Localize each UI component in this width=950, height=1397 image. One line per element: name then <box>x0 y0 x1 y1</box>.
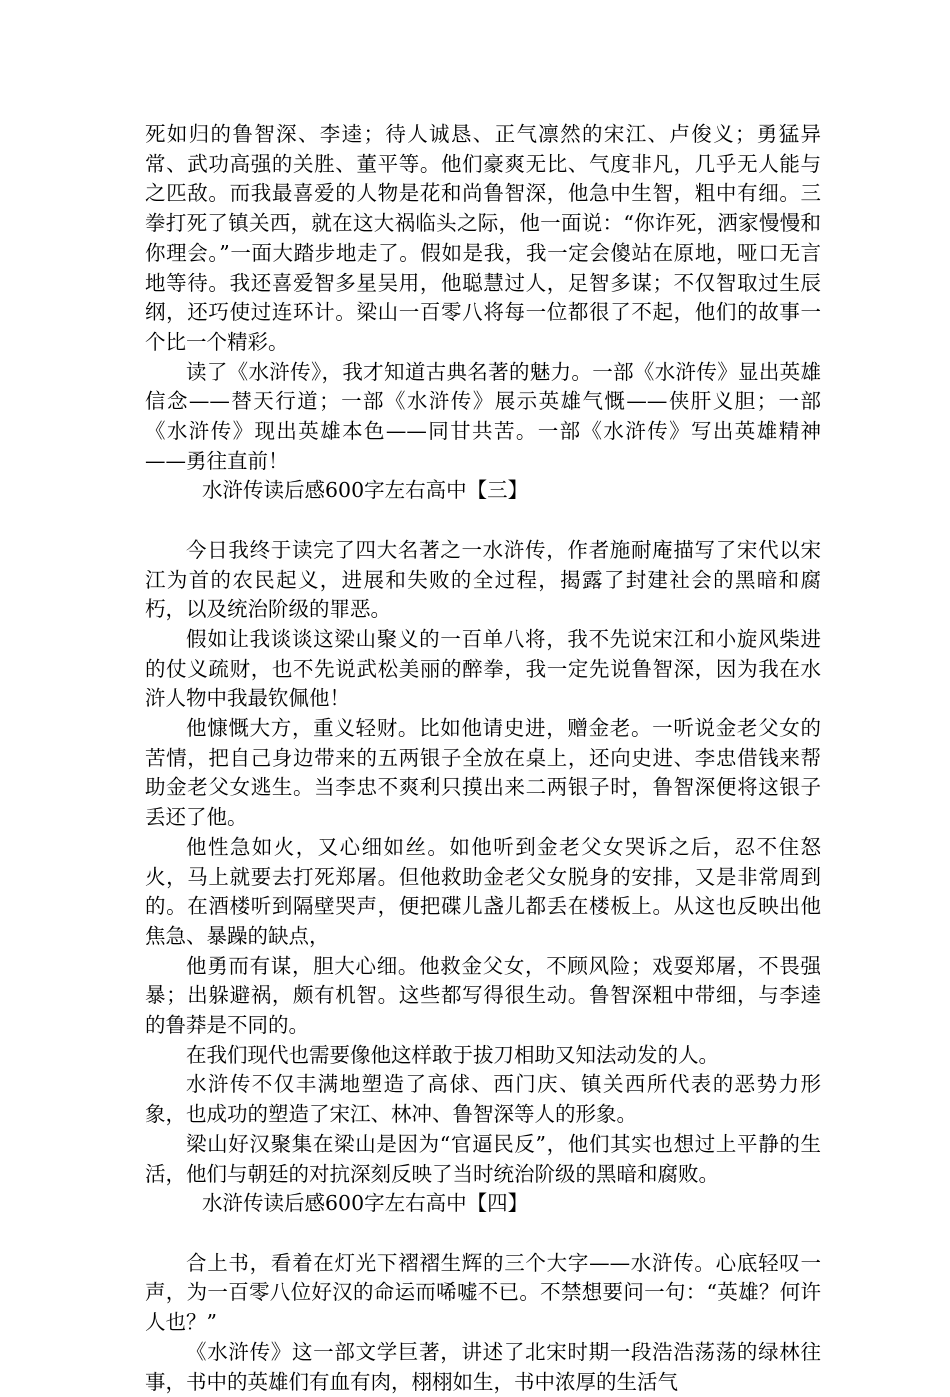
paragraph: 水浒传不仅丰满地塑造了高俅、西门庆、镇关西所代表的恶势力形象，也成功的塑造了宋江、林冲、鲁智深等人的形象。 <box>145 1072 821 1127</box>
paragraph: 今日我终于读完了四大名著之一水浒传，作者施耐庵描写了宋代以宋江为首的农民起义，进展和失败的全过程，揭露了封建社会的黑暗和腐朽，以及统治阶级的罪恶。 <box>145 537 821 622</box>
section-heading: 水浒传读后感600字左右高中【四】 <box>202 1191 529 1216</box>
section-heading: 水浒传读后感600字左右高中【三】 <box>202 478 529 503</box>
paragraph: 他慷慨大方，重义轻财。比如他请史进，赠金老。一听说金老父女的苦情，把自己身边带来的五两银子全放在桌上，还向史进、李忠借钱来帮助金老父女逃生。当李忠不爽利只摸出来二两银子时，鲁智深便将这银子丢还了他。 <box>145 716 821 830</box>
blank-line <box>145 1219 821 1249</box>
paragraph: 死如归的鲁智深、李逵；待人诚恳、正气凛然的宋江、卢俊义；勇猛异常、武功高强的关胜、董平等。他们豪爽无比、气度非凡，几乎无人能与之匹敌。而我最喜爱的人物是花和尚鲁智深，他急中生智，粗中有细。三拳打死了镇关西，就在这大祸临头之际，他一面说：“你诈死，洒家慢慢和你理会。”一面大踏步地走了。假如是我，我一定会傻站在原地，哑口无言地等待。我还喜爱智多星吴用，他聪慧过人，足智多谋；不仅智取过生辰纲，还巧使过连环计。梁山一百零八将每一位都很了不起，他们的故事一个比一个精彩。 <box>145 122 821 354</box>
paragraph: 他性急如火，又心细如丝。如他听到金老父女哭诉之后，忍不住怒火，马上就要去打死郑屠。但他救助金老父女脱身的安排，又是非常周到的。在酒楼听到隔壁哭声，便把碟儿盏儿都丢在楼板上。从这也反映出他焦急、暴躁的缺点， <box>145 834 821 948</box>
paragraph: 读了《水浒传》，我才知道古典名著的魅力。一部《水浒传》显出英雄信念——替天行道；一部《水浒传》展示英雄气慨——侠肝义胆；一部《水浒传》现出英雄本色——同甘共苦。一部《水浒传》写出英雄精神——勇往直前！ <box>145 359 821 473</box>
paragraph: 合上书，看着在灯光下褶褶生辉的三个大字——水浒传。心底轻叹一声，为一百零八位好汉的命运而唏嘘不已。不禁想要问一句：“英雄？何许人也？” <box>145 1250 821 1335</box>
paragraph: 在我们现代也需要像他这样敢于拔刀相助又知法动发的人。 <box>186 1042 719 1067</box>
paragraph: 假如让我谈谈这梁山聚义的一百单八将，我不先说宋江和小旋风柴进的仗义疏财，也不先说武松美丽的醉拳，我一定先说鲁智深，因为我在水浒人物中我最钦佩他！ <box>145 626 821 711</box>
paragraph: 梁山好汉聚集在梁山是因为“官逼民反”，他们其实也想过上平静的生活，他们与朝廷的对抗深刻反映了当时统治阶级的黑暗和腐败。 <box>145 1131 821 1186</box>
document-page <box>145 120 821 1397</box>
paragraph: 《水浒传》这一部文学巨著，讲述了北宋时期一段浩浩荡荡的绿林往事，书中的英雄们有血有肉，栩栩如生，书中浓厚的生活气 <box>145 1339 821 1394</box>
blank-line <box>145 506 821 536</box>
paragraph: 他勇而有谋，胆大心细。他救金父女，不顾风险；戏耍郑屠，不畏强暴；出躲避祸，颇有机智。这些都写得很生动。鲁智深粗中带细，与李逵的鲁莽是不同的。 <box>145 953 821 1038</box>
